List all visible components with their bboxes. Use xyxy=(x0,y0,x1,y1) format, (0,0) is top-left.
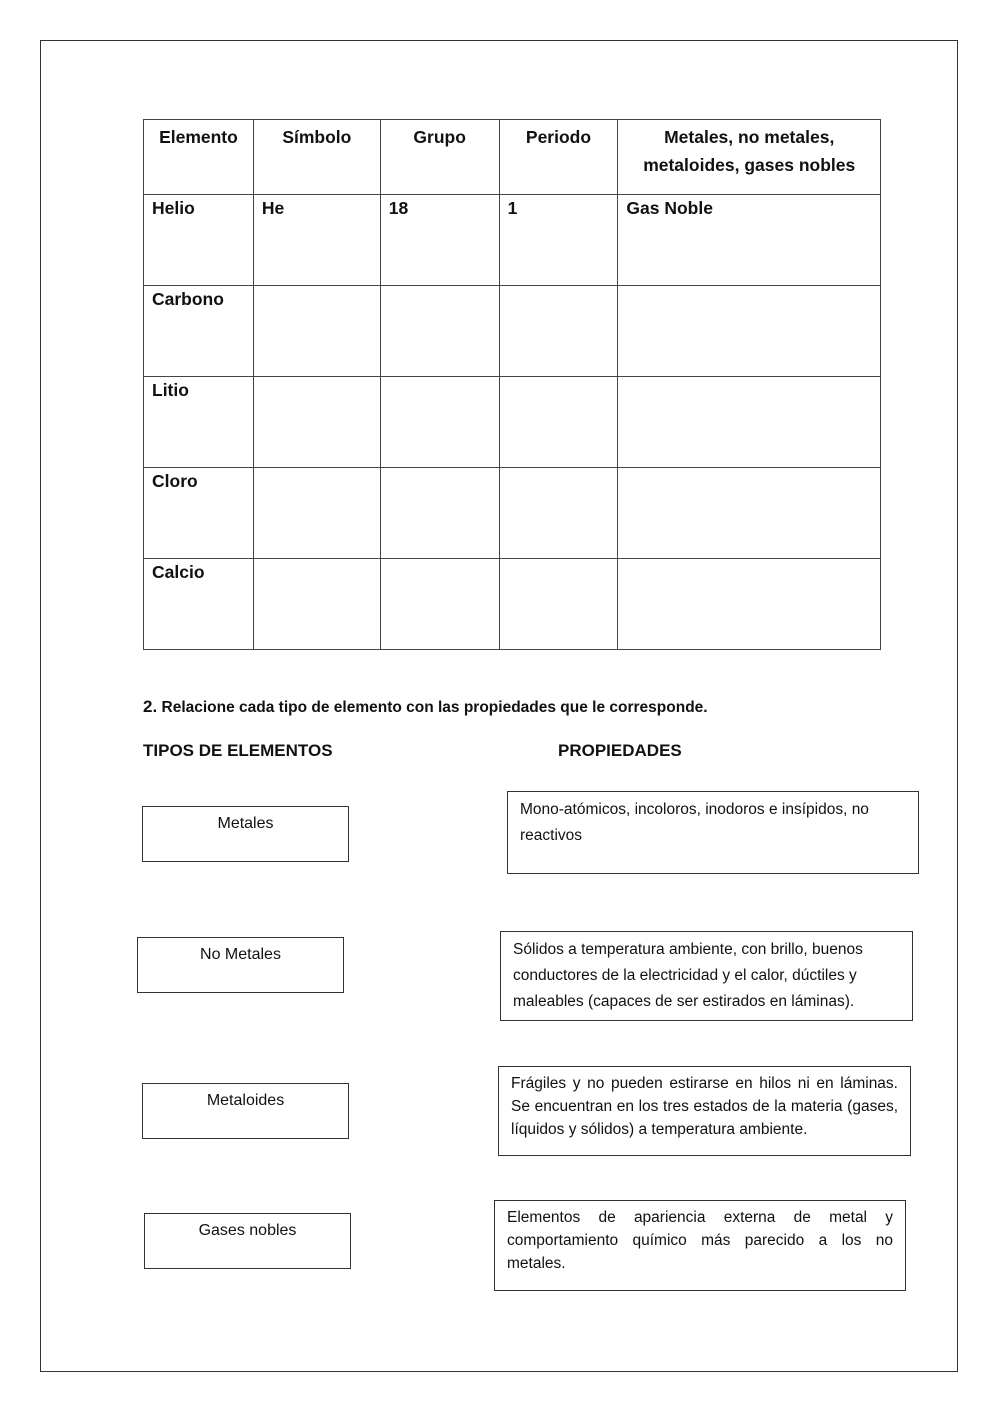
cell-period[interactable] xyxy=(499,559,618,650)
cell-period[interactable] xyxy=(499,468,618,559)
type-box-metales[interactable]: Metales xyxy=(142,806,349,862)
header-elemento: Elemento xyxy=(144,120,254,195)
cell-group[interactable] xyxy=(380,377,499,468)
cell-symbol[interactable]: He xyxy=(253,195,380,286)
cell-group[interactable] xyxy=(380,286,499,377)
cell-classification[interactable] xyxy=(618,468,881,559)
properties-column-header: PROPIEDADES xyxy=(558,741,682,760)
cell-element: Litio xyxy=(144,377,254,468)
question-number: 2. xyxy=(143,697,158,716)
property-box-2[interactable]: Sólidos a temperatura ambiente, con brillo, buenos conductores de la electricidad y el calor, dúctiles y maleables (capaces de ser estirados en láminas). xyxy=(500,931,913,1021)
type-box-gases-nobles[interactable]: Gases nobles xyxy=(144,1213,351,1269)
type-box-metaloides[interactable]: Metaloides xyxy=(142,1083,349,1139)
cell-classification[interactable] xyxy=(618,559,881,650)
table-row xyxy=(144,468,881,559)
cell-classification[interactable] xyxy=(618,286,881,377)
cell-group[interactable] xyxy=(380,559,499,650)
header-clasificacion: Metales, no metales, metaloides, gases nobles xyxy=(618,120,881,195)
table-row xyxy=(144,559,881,650)
cell-symbol[interactable] xyxy=(253,559,380,650)
cell-classification[interactable] xyxy=(618,377,881,468)
table-row xyxy=(144,195,881,286)
cell-group[interactable] xyxy=(380,468,499,559)
elements-table xyxy=(143,119,881,650)
cell-symbol[interactable] xyxy=(253,468,380,559)
types-column-header: TIPOS DE ELEMENTOS xyxy=(143,741,333,760)
cell-period[interactable] xyxy=(499,286,618,377)
question-2 xyxy=(143,697,708,717)
cell-group[interactable]: 18 xyxy=(380,195,499,286)
cell-symbol[interactable] xyxy=(253,286,380,377)
header-periodo: Periodo xyxy=(499,120,618,195)
cell-element: Carbono xyxy=(144,286,254,377)
property-box-4[interactable]: Elementos de apariencia externa de metal y comportamiento químico más parecido a los no metales. xyxy=(494,1200,906,1291)
cell-symbol[interactable] xyxy=(253,377,380,468)
cell-period[interactable] xyxy=(499,377,618,468)
cell-element: Calcio xyxy=(144,559,254,650)
table-row xyxy=(144,377,881,468)
cell-element: Cloro xyxy=(144,468,254,559)
type-box-no-metales[interactable]: No Metales xyxy=(137,937,344,993)
header-grupo: Grupo xyxy=(380,120,499,195)
cell-element: Helio xyxy=(144,195,254,286)
property-box-1[interactable]: Mono-atómicos, incoloros, inodoros e insípidos, no reactivos xyxy=(507,791,919,874)
question-text: Relacione cada tipo de elemento con las propiedades que le corresponde. xyxy=(161,699,708,716)
table-header-row xyxy=(144,120,881,195)
property-box-3[interactable]: Frágiles y no pueden estirarse en hilos ni en láminas. Se encuentran en los tres estados de la materia (gases, líquidos y sólidos) a temperatura ambiente. xyxy=(498,1066,911,1156)
cell-period[interactable]: 1 xyxy=(499,195,618,286)
table-row xyxy=(144,286,881,377)
header-simbolo: Símbolo xyxy=(253,120,380,195)
cell-classification[interactable]: Gas Noble xyxy=(618,195,881,286)
